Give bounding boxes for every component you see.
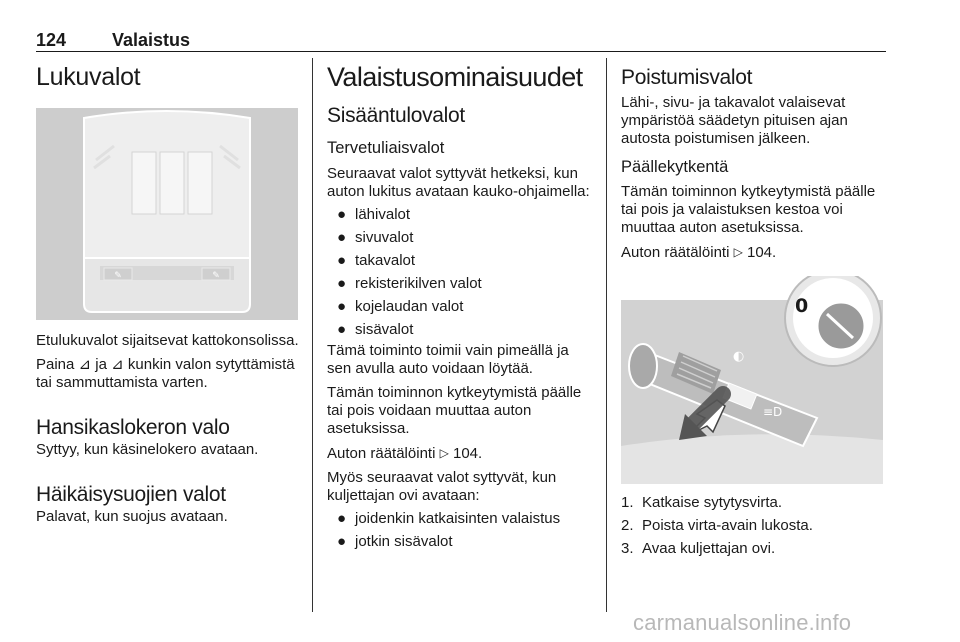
page-header xyxy=(36,28,886,52)
roof-console-illustration xyxy=(36,108,298,320)
step-number: 3. xyxy=(621,540,634,557)
step-number: 1. xyxy=(621,494,634,511)
watermark: carmanualsonline.info xyxy=(633,610,852,635)
page-number: 124 xyxy=(36,30,67,50)
chapter-title: Valaistus xyxy=(112,30,191,50)
list-item: ● takavalot xyxy=(337,252,416,269)
welcome-lights-intro: Seuraavat valot syttyvät hetkeksi, kun auton lukitus avataan kauko-ohjaimella: xyxy=(327,165,590,200)
darkness-note: Tämä toiminto toimii vain pimeällä ja sen avulla auto voidaan löytää. xyxy=(327,342,569,377)
list-item: ● jotkin sisävalot xyxy=(337,533,453,550)
column-divider-2 xyxy=(606,58,607,612)
lighting-features-heading: Valaistusominaisuudet xyxy=(327,62,583,92)
glovebox-light-heading: Hansikaslokeron valo xyxy=(36,416,230,439)
svg-text:✎: ✎ xyxy=(212,271,220,281)
activation-text: Tämän toiminnon kytkeytymistä päälle tai pois ja valaistuksen kestoa voi muuttaa auton asetuksissa. xyxy=(621,183,876,236)
column-exit-lighting xyxy=(621,62,887,558)
column-divider-1 xyxy=(312,58,313,612)
svg-text:≡D: ≡D xyxy=(763,405,783,419)
svg-text:✎: ✎ xyxy=(114,271,122,281)
entry-lighting-heading: Sisääntulovalot xyxy=(327,104,465,127)
settings-note: Tämän toiminnon kytkeytymistä päälle tai pois voidaan muuttaa auton asetuksissa. xyxy=(327,384,582,437)
list-item: ● kojelaudan valot xyxy=(337,298,464,315)
page-reference-icon: ▷ xyxy=(733,245,743,259)
welcome-lights-list xyxy=(327,206,595,339)
right-lamp-icon: ⊿ xyxy=(111,356,124,373)
list-item: ● sisävalot xyxy=(337,321,414,338)
light-switch-stalk-illustration xyxy=(621,276,883,484)
step-number: 2. xyxy=(621,517,634,534)
page-reference-icon: ▷ xyxy=(439,446,449,460)
list-item: 2. Poista virta-avain lukosta. xyxy=(621,517,813,534)
column-lighting-features xyxy=(327,62,595,551)
exit-lighting-intro: Lähi-, sivu- ja takavalot valaisevat ympäristöä säädetyn pituisen ajan autosta poistumisen jälkeen. xyxy=(621,94,848,147)
exit-lighting-heading: Poistumisvalot xyxy=(621,66,753,89)
svg-text:◐: ◐ xyxy=(733,349,745,364)
reading-lights-caption: Etulukuvalot sijaitsevat kattokonsolissa. xyxy=(36,332,299,349)
list-item: ● joidenkin katkaisinten valaistus xyxy=(337,510,561,527)
driver-door-list xyxy=(327,510,595,551)
driver-door-note: Myös seuraavat valot syttyvät, kun kuljettajan ovi avataan: xyxy=(327,469,557,504)
glovebox-light-text: Syttyy, kun käsinelokero avataan. xyxy=(36,441,259,458)
customisation-reference: Auton räätälöinti ▷ 104. xyxy=(621,244,777,261)
reading-lights-heading: Lukuvalot xyxy=(36,63,141,91)
left-lamp-icon: ⊿ xyxy=(78,356,92,373)
list-item: ● lähivalot xyxy=(337,206,411,223)
column-reading-lights xyxy=(36,62,300,526)
list-item: 3. Avaa kuljettajan ovi. xyxy=(621,540,776,557)
reading-lights-instruction: Paina ⊿ ja ⊿ kunkin valon sytyttämistä tai sammuttamista varten. xyxy=(36,356,295,391)
visor-light-heading: Häikäisysuojien valot xyxy=(36,483,226,506)
activation-heading: Päällekytkentä xyxy=(621,158,729,176)
welcome-lights-heading: Tervetuliaisvalot xyxy=(327,139,445,157)
visor-light-text: Palavat, kun suojus avataan. xyxy=(36,508,228,525)
customisation-reference: Auton räätälöinti ▷ 104. xyxy=(327,445,483,462)
list-item: 1. Katkaise sytytysvirta. xyxy=(621,494,783,511)
list-item: ● sivuvalot xyxy=(337,229,414,246)
list-item: ● rekisterikilven valot xyxy=(337,275,482,292)
ignition-position-label: 0 xyxy=(795,295,809,317)
exit-lighting-steps xyxy=(621,494,887,558)
